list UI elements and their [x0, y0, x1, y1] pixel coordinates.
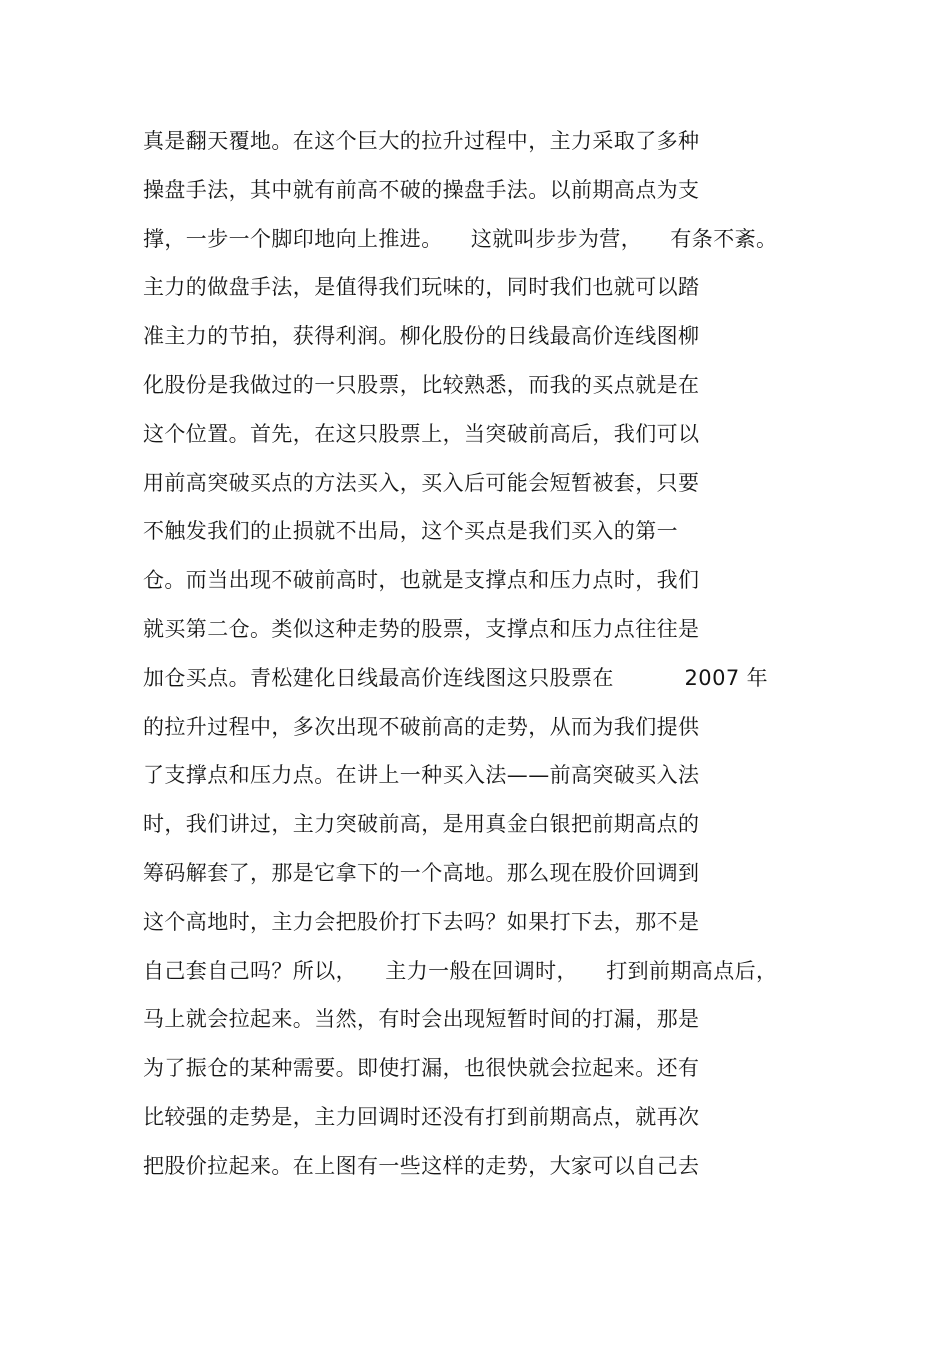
text-line-16: 筹码解套了，那是它拿下的一个高地。那么现在股价回调到	[143, 860, 700, 885]
text-line-21: 比较强的走势是，主力回调时还没有打到前期高点，就再次	[143, 1104, 700, 1129]
text-line-2: 操盘手法，其中就有前高不破的操盘手法。以前期高点为支	[143, 177, 700, 202]
text-line-1: 真是翻天覆地。在这个巨大的拉升过程中，主力采取了多种	[143, 129, 700, 153]
text-line-18: 自己套自己吗？所以， 主力一般在回调时， 打到前期高点后，	[143, 958, 778, 983]
text-line-14: 了支撑点和压力点。在讲上一种买入法——前高突破买入法	[143, 763, 700, 788]
text-line-11: 就买第二仓。类似这种走势的股票，支撑点和压力点往往是	[143, 616, 700, 641]
text-line-3: 撑，一步一个脚印地向上推进。 这就叫步步为营， 有条不紊。	[143, 226, 778, 251]
text-line-9: 不触发我们的止损就不出局，这个买点是我们买入的第一	[143, 519, 678, 544]
text-line-10: 仓。而当出现不破前高时，也就是支撑点和压力点时，我们	[143, 568, 700, 593]
text-line-22: 把股价拉起来。在上图有一些这样的走势，大家可以自己去	[143, 1153, 700, 1178]
text-line-4: 主力的做盘手法，是值得我们玩味的，同时我们也就可以踏	[143, 275, 700, 300]
text-line-8: 用前高突破买点的方法买入，买入后可能会短暂被套，只要	[143, 470, 700, 495]
text-line-12: 加仓买点。青松建化日线最高价连线图这只股票在 2007 年	[143, 665, 769, 690]
text-line-7: 这个位置。首先，在这只股票上，当突破前高后，我们可以	[143, 421, 700, 446]
text-line-20: 为了振仓的某种需要。即使打漏，也很快就会拉起来。还有	[143, 1056, 700, 1081]
text-line-19: 马上就会拉起来。当然，有时会出现短暂时间的打漏，那是	[143, 1007, 700, 1032]
text-line-15: 时，我们讲过，主力突破前高，是用真金白银把前期高点的	[143, 812, 700, 837]
text-line-6: 化股份是我做过的一只股票，比较熟悉，而我的买点就是在	[143, 372, 700, 397]
text-line-13: 的拉升过程中，多次出现不破前高的走势，从而为我们提供	[143, 714, 700, 739]
body-text	[143, 123, 843, 1197]
text-line-5: 准主力的节拍，获得利润。柳化股份的日线最高价连线图柳	[143, 324, 700, 349]
text-line-17: 这个高地时，主力会把股价打下去吗？如果打下去，那不是	[143, 909, 700, 934]
